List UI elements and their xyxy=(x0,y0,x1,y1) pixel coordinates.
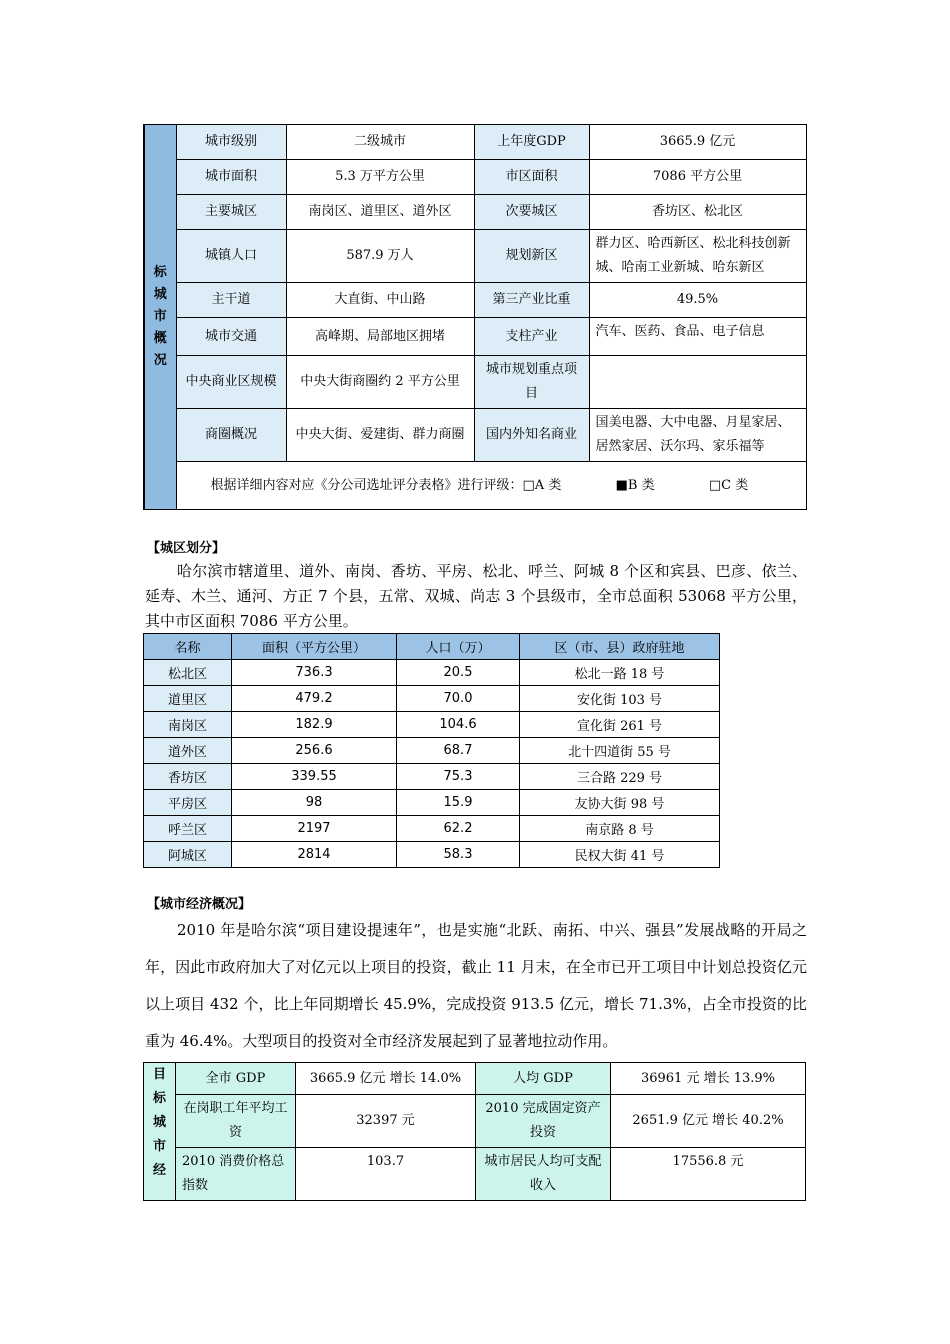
value-tertiary-ratio: 49.5% xyxy=(589,283,806,318)
value-main-roads: 大直街、中山路 xyxy=(286,283,474,318)
label-city-gdp: 全市 GDP xyxy=(176,1063,296,1095)
value-business-circle: 中央大街、爱建街、群力商圈 xyxy=(286,409,474,462)
district-seat: 友协大街 98 号 xyxy=(520,790,720,816)
value-cbd-scale: 中央大街商圈约 2 平方公里 xyxy=(286,356,474,409)
value-secondary-districts: 香坊区、松北区 xyxy=(589,195,806,230)
label-key-planning-projects: 城市规划重点项目 xyxy=(474,356,589,409)
district-name: 道里区 xyxy=(144,686,232,712)
label-gdp-per-capita: 人均 GDP xyxy=(476,1063,611,1095)
rating-option-c[interactable]: □C 类 xyxy=(708,477,749,493)
label-city-level: 城市级别 xyxy=(176,125,286,160)
table-row xyxy=(144,790,720,816)
value-last-year-gdp: 3665.9 亿元 xyxy=(589,125,806,160)
district-population: 15.9 xyxy=(397,790,520,816)
value-city-area: 5.3 万平方公里 xyxy=(286,160,474,195)
label-city-area: 城市面积 xyxy=(176,160,286,195)
value-known-businesses: 国美电器、大中电器、月星家居、居然家居、沃尔玛、家乐福等 xyxy=(589,409,806,462)
label-cpi: 2010 消费价格总指数 xyxy=(176,1148,296,1201)
overview-side-label: 标城市概况 xyxy=(144,125,176,510)
district-area: 256.6 xyxy=(232,738,397,764)
label-urban-area: 市区面积 xyxy=(474,160,589,195)
label-urban-population: 城镇人口 xyxy=(176,230,286,283)
col-header-area: 面积（平方公里） xyxy=(232,634,397,660)
district-area: 339.55 xyxy=(232,764,397,790)
districts-table xyxy=(143,633,720,868)
label-fixed-asset-investment: 2010 完成固定资产投资 xyxy=(476,1095,611,1148)
label-secondary-districts: 次要城区 xyxy=(474,195,589,230)
value-urban-population: 587.9 万人 xyxy=(286,230,474,283)
label-average-wage: 在岗职工年平均工资 xyxy=(176,1095,296,1148)
table-row xyxy=(144,660,720,686)
district-seat: 安化街 103 号 xyxy=(520,686,720,712)
district-area: 736.3 xyxy=(232,660,397,686)
district-seat: 三合路 229 号 xyxy=(520,764,720,790)
table-row xyxy=(144,842,720,868)
value-gdp-per-capita: 36961 元 增长 13.9% xyxy=(611,1063,806,1095)
district-population: 20.5 xyxy=(397,660,520,686)
table-row xyxy=(144,738,720,764)
table-row xyxy=(144,686,720,712)
economy-paragraph: 2010 年是哈尔滨“项目建设提速年”，也是实施“北跃、南拓、中兴、强县”发展战略的开局之年，因此市政府加大了对亿元以上项目的投资，截止 11 月末，在全市已开工项目中计划总投资亿元以上项目 432 个，比上年同期增长 45.9%，完成投资 913.5 亿元，增长 71.3%，占全市投资的比重为 46.4%。大型项目的投资对全市经济发展起到了显著地拉动作用。 xyxy=(145,921,807,1050)
label-pillar-industries: 支柱产业 xyxy=(474,318,589,356)
label-business-circle: 商圈概况 xyxy=(176,409,286,462)
district-area: 182.9 xyxy=(232,712,397,738)
label-main-roads: 主干道 xyxy=(176,283,286,318)
district-seat: 北十四道街 55 号 xyxy=(520,738,720,764)
district-seat: 松北一路 18 号 xyxy=(520,660,720,686)
district-seat: 宣化街 261 号 xyxy=(520,712,720,738)
district-population: 68.7 xyxy=(397,738,520,764)
table-row xyxy=(144,764,720,790)
label-tertiary-ratio: 第三产业比重 xyxy=(474,283,589,318)
value-fixed-asset-investment: 2651.9 亿元 增长 40.2% xyxy=(611,1095,806,1148)
rating-row xyxy=(176,462,806,510)
value-disposable-income: 17556.8 元 xyxy=(611,1148,806,1201)
economy-heading: 【城市经济概况】 xyxy=(147,897,252,912)
col-header-name: 名称 xyxy=(144,634,232,660)
col-header-population: 人口（万） xyxy=(397,634,520,660)
label-known-businesses: 国内外知名商业 xyxy=(474,409,589,462)
label-last-year-gdp: 上年度GDP xyxy=(474,125,589,160)
district-seat: 南京路 8 号 xyxy=(520,816,720,842)
value-average-wage: 32397 元 xyxy=(296,1095,476,1148)
district-area: 98 xyxy=(232,790,397,816)
label-disposable-income: 城市居民人均可支配收入 xyxy=(476,1148,611,1201)
district-seat: 民权大街 41 号 xyxy=(520,842,720,868)
district-name: 松北区 xyxy=(144,660,232,686)
district-population: 70.0 xyxy=(397,686,520,712)
value-city-gdp: 3665.9 亿元 增长 14.0% xyxy=(296,1063,476,1095)
districts-paragraph: 哈尔滨市辖道里、道外、南岗、香坊、平房、松北、呼兰、阿城 8 个区和宾县、巴彦、依兰、延寿、木兰、通河、方正 7 个县，五常、双城、尚志 3 个县级市，全市总面积 53068 平方公里，其中市区面积 7086 平方公里。 xyxy=(145,562,807,630)
rating-option-b[interactable]: ■B 类 xyxy=(615,477,655,493)
label-planned-new-districts: 规划新区 xyxy=(474,230,589,283)
col-header-government-seat: 区（市、县）政府驻地 xyxy=(520,634,720,660)
city-overview-table xyxy=(143,124,807,510)
value-city-level: 二级城市 xyxy=(286,125,474,160)
label-cbd-scale: 中央商业区规模 xyxy=(176,356,286,409)
label-main-districts: 主要城区 xyxy=(176,195,286,230)
value-planned-new-districts: 群力区、哈西新区、松北科技创新城、哈南工业新城、哈东新区 xyxy=(589,230,806,283)
district-area: 2814 xyxy=(232,842,397,868)
districts-heading: 【城区划分】 xyxy=(147,541,226,556)
district-name: 南岗区 xyxy=(144,712,232,738)
district-name: 道外区 xyxy=(144,738,232,764)
district-area: 479.2 xyxy=(232,686,397,712)
rating-option-a[interactable]: □A 类 xyxy=(522,477,562,493)
value-cpi: 103.7 xyxy=(296,1148,476,1201)
economy-side-label: 目标城市经 xyxy=(144,1063,176,1201)
district-population: 75.3 xyxy=(397,764,520,790)
district-name: 阿城区 xyxy=(144,842,232,868)
label-city-traffic: 城市交通 xyxy=(176,318,286,356)
district-population: 58.3 xyxy=(397,842,520,868)
district-name: 平房区 xyxy=(144,790,232,816)
economy-table xyxy=(143,1062,806,1201)
district-population: 62.2 xyxy=(397,816,520,842)
value-urban-area: 7086 平方公里 xyxy=(589,160,806,195)
district-population: 104.6 xyxy=(397,712,520,738)
value-pillar-industries: 汽车、医药、食品、电子信息 xyxy=(589,318,806,356)
district-area: 2197 xyxy=(232,816,397,842)
value-main-districts: 南岗区、道里区、道外区 xyxy=(286,195,474,230)
value-key-planning-projects xyxy=(589,356,806,409)
district-name: 香坊区 xyxy=(144,764,232,790)
table-row xyxy=(144,712,720,738)
district-name: 呼兰区 xyxy=(144,816,232,842)
table-row xyxy=(144,816,720,842)
districts-table-header xyxy=(144,634,720,660)
rating-text: 根据详细内容对应《分公司选址评分表格》进行评级： xyxy=(210,477,523,493)
value-city-traffic: 高峰期、局部地区拥堵 xyxy=(286,318,474,356)
